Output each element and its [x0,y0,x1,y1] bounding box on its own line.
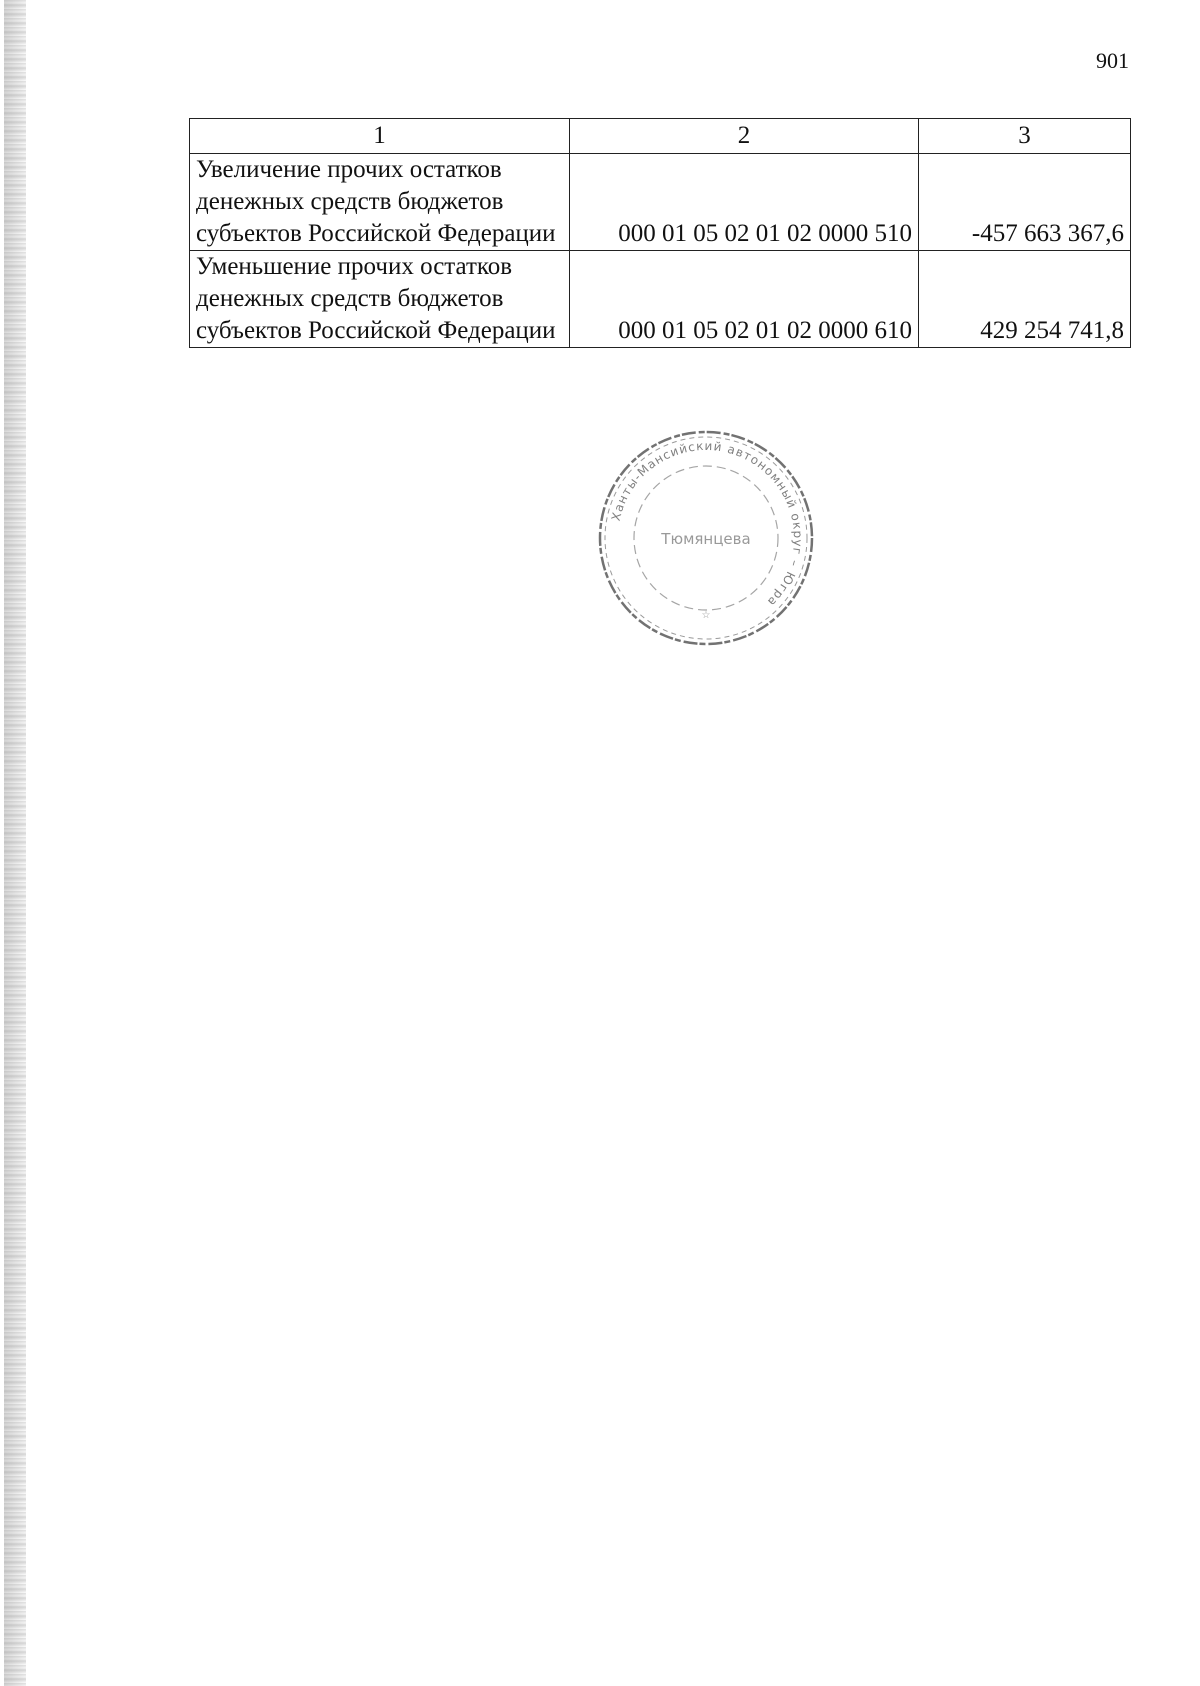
page-number: 901 [1096,48,1129,73]
svg-text:☆: ☆ [701,610,711,621]
seal-outer-text: Ханты-Мансийский автономный округ – Югра [608,438,806,610]
table-header-row [190,119,1131,154]
column-header-2: 2 [570,119,919,154]
row-amount: -457 663 367,6 [919,154,1131,251]
budget-sources-table [189,118,1131,348]
row-name: Уменьшение прочих остатков денежных средств бюджетов субъектов Российской Федерации [190,251,570,348]
seal-inner-text: Тюмянцева [661,530,751,548]
column-header-1: 1 [190,119,570,154]
row-amount: 429 254 741,8 [919,251,1131,348]
row-name: Увеличение прочих остатков денежных средств бюджетов субъектов Российской Федерации [190,154,570,251]
scan-edge [4,0,26,1686]
column-header-3: 3 [919,119,1131,154]
table-row [190,154,1131,251]
official-seal-stamp [596,428,816,648]
table-row [190,251,1131,348]
row-code: 000 01 05 02 01 02 0000 510 [570,154,919,251]
row-code: 000 01 05 02 01 02 0000 610 [570,251,919,348]
